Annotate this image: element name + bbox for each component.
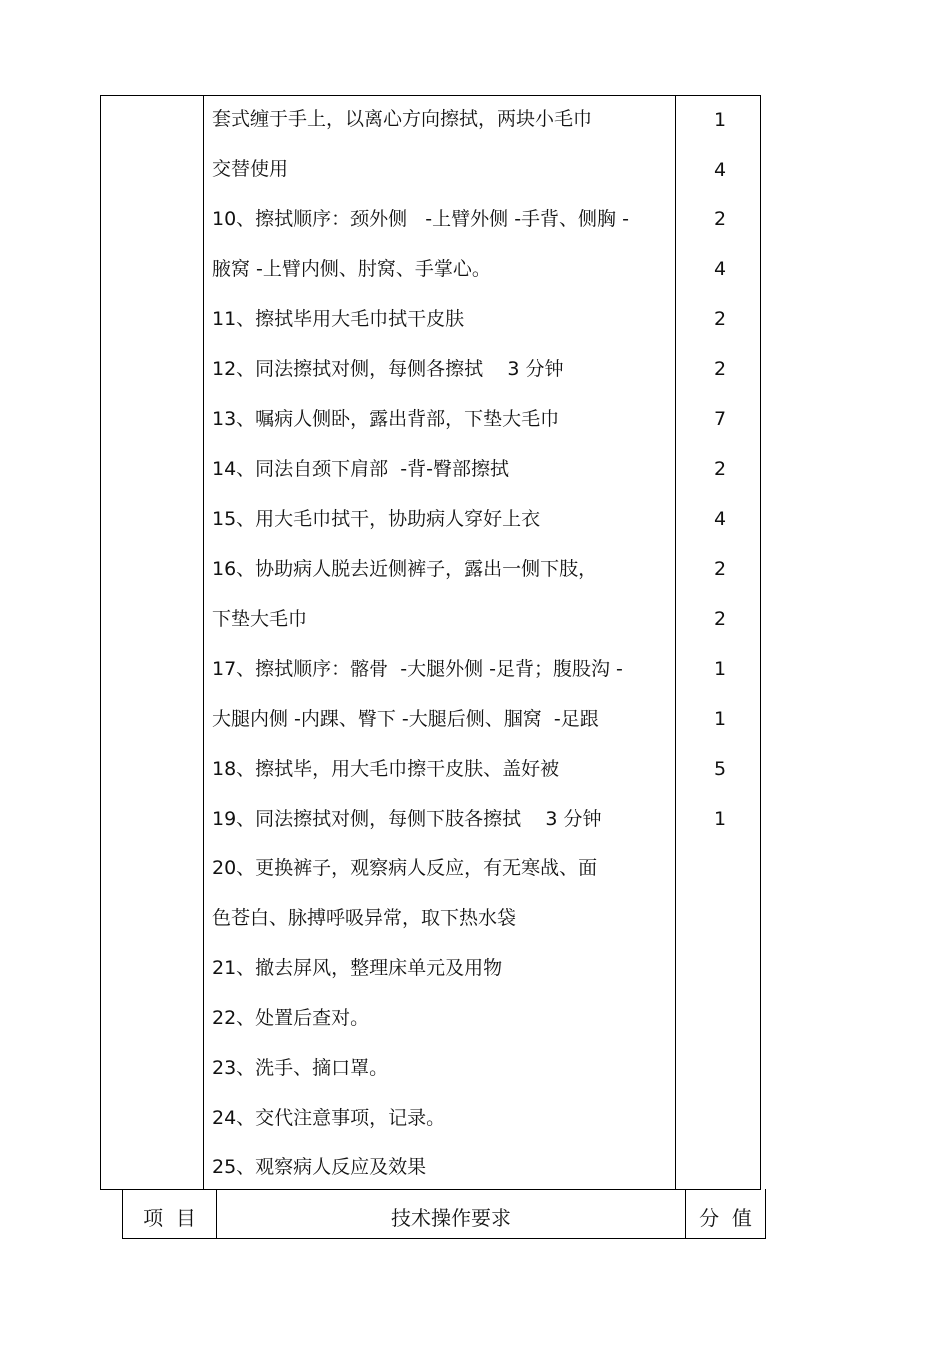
requirement-line: 20、更换裤子，观察病人反应，有无寒战、面 <box>212 857 598 879</box>
requirement-line: 14、同法自颈下肩部 -背-臀部擦拭 <box>212 458 509 480</box>
table-right-border <box>760 95 761 1190</box>
score-value: 2 <box>713 558 727 580</box>
requirement-line: 18、擦拭毕，用大毛巾擦干皮肤、盖好被 <box>212 758 560 780</box>
score-value: 4 <box>713 508 727 530</box>
requirement-line: 10、擦拭顺序：颈外侧 -上臂外侧 -手背、侧胸 - <box>212 208 629 230</box>
header-bottom-border <box>122 1238 766 1239</box>
requirement-line: 25、观察病人反应及效果 <box>212 1156 427 1178</box>
requirement-line: 23、洗手、摘口罩。 <box>212 1057 389 1079</box>
requirement-line: 套式缠于手上，以离心方向擦拭，两块小毛巾 <box>212 108 593 130</box>
score-value: 1 <box>713 109 727 131</box>
requirement-line: 色苍白、脉搏呼吸异常，取下热水袋 <box>212 907 517 929</box>
table-left-border <box>100 95 101 1190</box>
score-value: 4 <box>713 159 727 181</box>
column-divider-1 <box>203 95 204 1190</box>
requirement-line: 16、协助病人脱去近侧裤子，露出一侧下肢， <box>212 558 598 580</box>
requirement-line: 15、用大毛巾拭干，协助病人穿好上衣 <box>212 508 541 530</box>
header-score-label: 分 值 <box>699 1206 752 1230</box>
score-value: 5 <box>713 758 727 780</box>
requirement-line: 12、同法擦拭对侧，每侧各擦拭 3 分钟 <box>212 358 564 380</box>
requirement-line: 下垫大毛巾 <box>212 608 308 630</box>
score-value: 1 <box>713 708 727 730</box>
requirement-line: 17、擦拭顺序：髂骨 -大腿外侧 -足背；腹股沟 - <box>212 658 623 680</box>
table-top-border <box>100 95 761 96</box>
column-divider-2 <box>675 95 676 1190</box>
score-value: 2 <box>713 458 727 480</box>
score-value: 2 <box>713 358 727 380</box>
score-value: 1 <box>713 658 727 680</box>
requirement-line: 19、同法擦拭对侧，每侧下肢各擦拭 3 分钟 <box>212 808 602 830</box>
requirement-line: 13、嘱病人侧卧，露出背部，下垫大毛巾 <box>212 408 560 430</box>
score-value: 2 <box>713 208 727 230</box>
score-value: 7 <box>713 408 727 430</box>
score-value: 2 <box>713 308 727 330</box>
header-item-label: 项 目 <box>143 1206 196 1230</box>
score-value: 4 <box>713 258 727 280</box>
table-bottom-border <box>100 1189 761 1190</box>
requirement-line: 交替使用 <box>212 158 289 180</box>
header-requirements-label: 技术操作要求 <box>391 1206 511 1230</box>
score-value: 1 <box>713 808 727 830</box>
requirement-line: 22、处置后查对。 <box>212 1007 370 1029</box>
requirement-line: 11、擦拭毕用大毛巾拭干皮肤 <box>212 308 465 330</box>
requirement-line: 大腿内侧 -内踝、臀下 -大腿后侧、腘窝 -足跟 <box>212 708 599 730</box>
requirement-line: 24、交代注意事项，记录。 <box>212 1107 446 1129</box>
score-value: 2 <box>713 608 727 630</box>
requirement-line: 21、撤去屏风，整理床单元及用物 <box>212 957 503 979</box>
requirement-line: 腋窝 -上臂内侧、肘窝、手掌心。 <box>212 258 491 280</box>
